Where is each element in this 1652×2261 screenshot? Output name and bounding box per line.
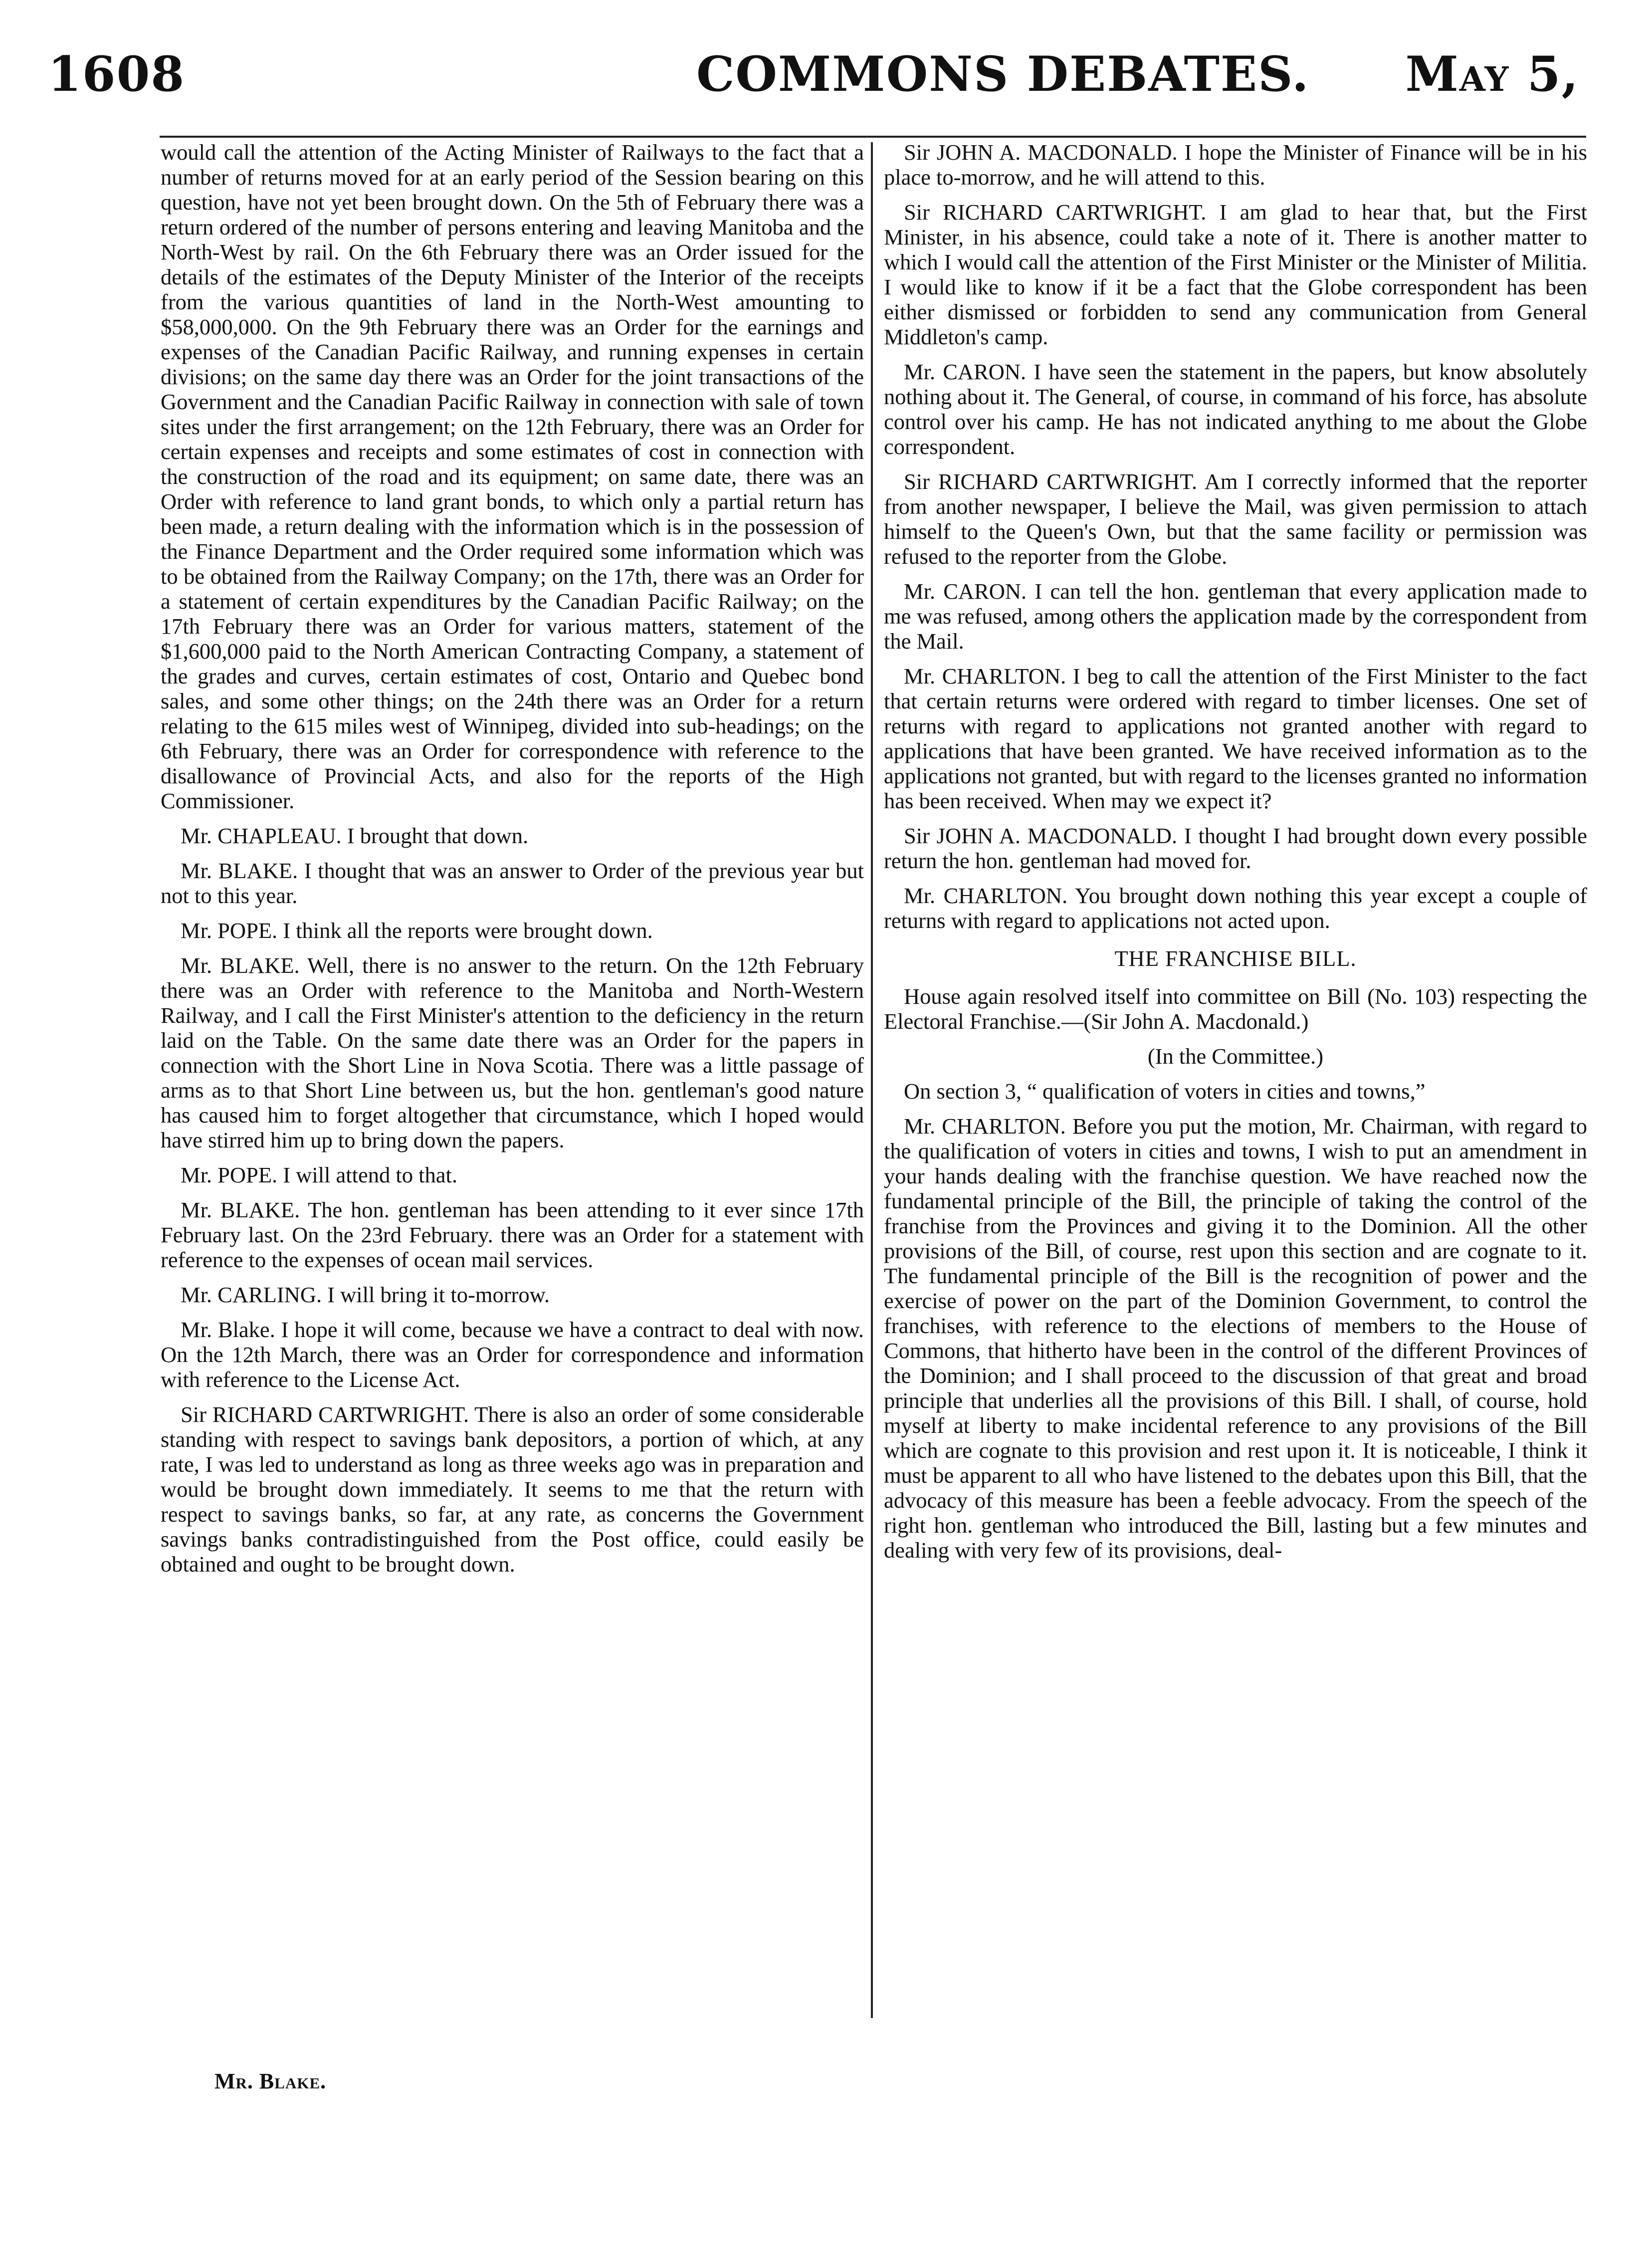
speech-paragraph	[161, 1282, 864, 1307]
speaker-name: Mr. CHARLTON.	[904, 883, 1068, 908]
speech-paragraph	[884, 823, 1587, 873]
speech-text: Well, there is no answer to the return. On the 12th February there was an Order with reference to the Manitoba and North-Western Railway, and I call the First Minister's attention to the deficiency in the return laid on the Table. On the same date there was an Order for the papers in connection with the Short Line in Nova Scotia. There was a little passage of arms as to that Short Line between us, but the hon. gentleman's good nature has caused him to forget altogether that circumstance, which I hoped would have stirred him up to bring down the papers.	[161, 953, 864, 1152]
speech-text: I can tell the hon. gentleman that every application made to me was refused, among others the application made by the correspondent from the Mail.	[884, 579, 1587, 654]
speech-paragraph	[884, 359, 1587, 459]
speech-text: Before you put the motion, Mr. Chairman, with regard to the qualification of voters in cities and towns, I wish to put an amendment in your hands dealing with the franchise question. We have reached now the fundamental principle of the Bill, the principle of taking the control of the franchise from the Provinces and giving it to the Dominion. All the other provisions of the Bill, of course, rest upon this section and are cognate to it. The fundamental principle of the Bill is the recognition of power and the exercise of power on the part of the Dominion Government, to control the franchises, with reference to the elections of members to the House of Commons, that hitherto have been in the control of the different Provinces of the Dominion; and I shall proceed to the discussion of that great and broad principle that underlies all the provisions of this Bill. I shall, of course, hold myself at liberty to make incidental reference to any provisions of the Bill which are cognate to this provision and rest upon it. It is noticeable, I think it must be apparent to all who have listened to the debates upon this Bill, that the advocacy of this measure has been a feeble advocacy. From the speech of the right hon. gentleman who introduced the Bill, lasting but a few minutes and dealing with very few of its provisions, deal-	[884, 1114, 1588, 1563]
speech-paragraph	[161, 953, 864, 1152]
speech-paragraph	[161, 1402, 864, 1577]
speech-text: Am I correctly informed that the reporter from another newspaper, I believe the Mail, was given permission to attach himself to the Queen's Own, but that the same facility or permission was refused to the reporter from the Globe.	[884, 469, 1588, 569]
column-divider	[871, 142, 873, 2018]
speech-paragraph	[884, 140, 1587, 190]
speech-text: You brought down nothing this year except a couple of returns with regard to applications not acted upon.	[884, 883, 1587, 933]
speech-text: There is also an order of some considerable standing with respect to savings bank depositors, a portion of which, at any rate, I was led to understand as long as three weeks ago was in preparation and would be brought down immediately. It seems to me that the return with respect to savings banks, so far, at any rate, as concerns the Government savings banks contradistinguished from the Post office, could easily be obtained and ought to be brought down.	[161, 1402, 864, 1577]
speaker-name: Mr. CARLING.	[181, 1282, 322, 1307]
speaker-name: Mr. BLAKE.	[181, 858, 298, 883]
page-number: 1608	[48, 46, 186, 102]
header-rule	[160, 136, 1586, 138]
speech-paragraph	[884, 984, 1587, 1034]
speech-text: I have seen the statement in the papers, but know absolutely nothing about it. The General, of course, in command of his force, has absolute control over his camp. He has not indicated anything to me about the Globe correspondent.	[884, 359, 1588, 459]
speech-paragraph	[884, 883, 1587, 933]
speech-text: I will bring it to-morrow.	[327, 1282, 550, 1307]
speech-paragraph	[161, 823, 864, 848]
speech-paragraph	[884, 1079, 1587, 1104]
speech-text: I beg to call the attention of the First Minister to the fact that certain returns were ordered with regard to timber licenses. One set of returns with regard to applications not granted another with regard to applications that have been granted. We have received information as to the applications not granted, but with regard to the licenses granted no information has been received. When may we expect it?	[884, 664, 1587, 813]
speech-text: I hope it will come, because we have a contract to deal with now. On the 12th March, there was an Order for correspondence and information with reference to the License Act.	[161, 1317, 864, 1392]
speaker-name: Sir JOHN A. MACDONALD.	[904, 823, 1178, 848]
speech-text: The hon. gentleman has been attending to it ever since 17th February last. On the 23rd February. there was an Order for a statement with reference to the expenses of ocean mail services.	[161, 1197, 864, 1272]
speech-text: would call the attention of the Acting Minister of Railways to the fact that a number of returns moved for at an early period of the Session bearing on this question, have not yet been brought down. On the 5th of February there was a return ordered of the number of persons entering and leaving Manitoba and the North-West by rail. On the 6th February there was an Order issued for the details of the estimates of the Deputy Minister of the Interior of the receipts from the various quantities of land in the North-West amounting to $58,000,000. On the 9th February there was an Order for the earnings and expenses of the Canadian Pacific Railway, and running expenses in certain divisions; on the same day there was an Order for the joint transactions of the Government and the Canadian Pacific Railway in connection with sale of town sites under the first arrangement; on the 12th February, there was an Order for certain expenses and receipts and some estimates of cost in connection with the construction of the road and its equipment; on same date, there was an Order with reference to land grant bonds, to which only a partial return has been made, a return dealing with the information which is in the possession of the Finance Department and the Order required some information which was to be obtained from the Railway Company; on the 17th, there was an Order for a statement of certain expenditures by the Canadian Pacific Railway; on the 17th February there was an Order for various matters, statement of the $1,600,000 paid to the North American Contracting Company, a statement of the grades and curves, certain estimates of cost, Ontario and Quebec bond sales, and some other things; on the 24th there was an Order for a return relating to the 615 miles west of Winnipeg, divided into sub-headings; on the 6th February, there was an Order for correspondence with reference to the disallowance of Provincial Acts, and also for the reports of the High Commissioner.	[161, 140, 864, 813]
speaker-name: Mr. CARON.	[904, 359, 1027, 384]
speech-text: I am glad to hear that, but the First Minister, in his absence, could take a note of it. There is another matter to which I would call the attention of the First Minister or the Minister of Militia. I would like to know if it be a fact that the Globe correspondent has been either dismissed or forbidden to send any communication from General Middleton's camp.	[884, 200, 1587, 349]
speech-text: I thought I had brought down every possible return the hon. gentleman had moved for.	[884, 823, 1588, 873]
speaker-name: Mr. POPE.	[181, 1162, 278, 1187]
speaker-name: Sir RICHARD CARTWRIGHT.	[904, 200, 1207, 225]
right-column	[884, 140, 1587, 1573]
speech-text: I brought that down.	[347, 823, 529, 848]
speaker-name: Mr. BLAKE.	[181, 1197, 300, 1222]
speech-text: I thought that was an answer to Order of the previous year but not to this year.	[161, 858, 864, 908]
speaker-name: Mr. BLAKE.	[181, 953, 300, 978]
page-date: May 5,	[1405, 46, 1579, 102]
speech-text: I think all the reports were brought down.	[283, 918, 653, 943]
speech-paragraph	[161, 858, 864, 908]
speaker-name: Mr. CARON.	[904, 579, 1027, 604]
speech-text: I will attend to that.	[283, 1162, 457, 1187]
speech-paragraph	[884, 579, 1587, 654]
speaker-name: Sir RICHARD CARTWRIGHT.	[904, 469, 1198, 494]
speaker-name: Mr. CHARLTON.	[904, 664, 1066, 688]
page-title: COMMONS DEBATES.	[696, 46, 1310, 102]
speaker-name: Mr. POPE.	[181, 918, 278, 943]
speech-paragraph	[884, 664, 1587, 813]
speech-paragraph	[161, 918, 864, 943]
speaker-name: Sir RICHARD CARTWRIGHT.	[181, 1402, 469, 1427]
speaker-name: Mr. CHAPLEAU.	[181, 823, 342, 848]
speaker-name: Sir JOHN A. MACDONALD.	[904, 140, 1178, 165]
section-heading: THE FRANCHISE BILL.	[1114, 946, 1357, 971]
speech-text: On section 3, “ qualification of voters in cities and towns,”	[904, 1079, 1426, 1104]
left-column	[161, 140, 864, 1586]
speech-paragraph	[884, 200, 1587, 349]
page-header	[48, 46, 1579, 116]
speech-paragraph	[161, 140, 864, 813]
speaker-name: Mr. Blake.	[181, 1317, 275, 1342]
speech-paragraph	[161, 1162, 864, 1187]
speech-paragraph	[884, 1114, 1587, 1563]
speech-text: House again resolved itself into committee on Bill (No. 103) respecting the Electoral Franchise.—(Sir John A. Macdonald.)	[884, 984, 1587, 1034]
speaker-name: Mr. CHARLTON.	[904, 1114, 1066, 1138]
speech-paragraph	[161, 1197, 864, 1272]
speech-paragraph	[161, 1317, 864, 1392]
speech-text: I hope the Minister of Finance will be in his place to-morrow, and he will attend to this.	[884, 140, 1587, 190]
speech-paragraph	[884, 469, 1587, 569]
footer-catchword: Mr. Blake.	[214, 2069, 327, 2093]
committee-note: (In the Committee.)	[1147, 1044, 1324, 1069]
